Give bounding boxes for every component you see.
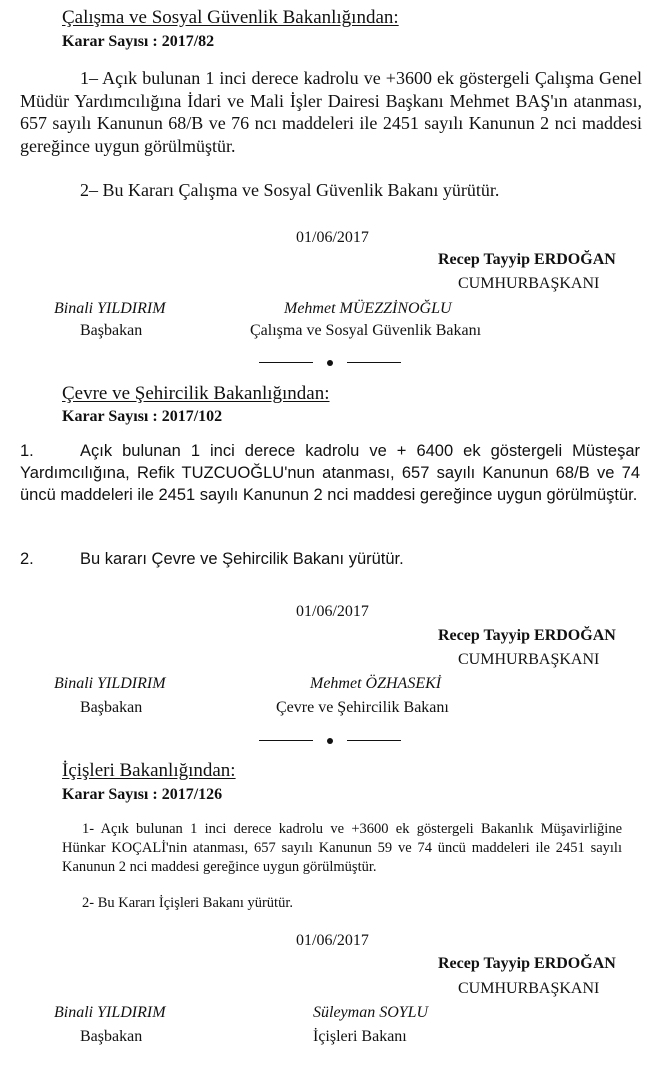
minister-title: Çevre ve Şehircilik Bakanı xyxy=(276,699,449,716)
minister-name: Mehmet MÜEZZİNOĞLU xyxy=(284,300,452,317)
decision-item-2 xyxy=(20,550,404,569)
decision-item-1 xyxy=(20,440,640,506)
president-name: Recep Tayyip ERDOĞAN xyxy=(438,627,616,644)
president-title: CUMHURBAŞKANI xyxy=(458,275,600,292)
section-separator xyxy=(0,733,660,749)
decision-item-1 xyxy=(20,67,642,157)
decision-item-1 xyxy=(62,820,622,877)
decision-item-2: 2- Bu Kararı İçişleri Bakanı yürütür. xyxy=(82,895,293,911)
decision-date: 01/06/2017 xyxy=(296,932,369,949)
decision-date: 01/06/2017 xyxy=(296,229,369,246)
section-separator xyxy=(0,355,660,371)
minister-name: Mehmet ÖZHASEKİ xyxy=(310,675,442,692)
decision-item-1-text: 1– Açık bulunan 1 inci derece kadrolu ve +3600 ek göstergeli Çalışma Genel Müdür Yardımcılığına İdari ve Mali İşler Dairesi Başkanı Mehmet BAŞ'ın atanması, 657 sayılı Kanunun 68/B ve 76 ncı maddeleri ile 2451 sayılı Kanunun 2 nci maddesi gereğince uygun görülmüştür. xyxy=(20,68,642,156)
decision-number: Karar Sayısı : 2017/102 xyxy=(62,408,223,425)
minister-name: Süleyman SOYLU xyxy=(313,1004,429,1021)
section-heading: Çevre ve Şehircilik Bakanlığından: xyxy=(62,383,330,404)
item-number: 1. xyxy=(20,442,34,460)
prime-minister-title: Başbakan xyxy=(80,322,143,339)
prime-minister-title: Başbakan xyxy=(80,699,143,716)
decision-number: Karar Sayısı : 2017/82 xyxy=(62,33,215,50)
minister-title: İçişleri Bakanı xyxy=(313,1028,407,1045)
president-name: Recep Tayyip ERDOĞAN xyxy=(438,251,616,268)
decision-item-2: 2– Bu Kararı Çalışma ve Sosyal Güvenlik Bakanı yürütür. xyxy=(80,180,500,200)
minister-title: Çalışma ve Sosyal Güvenlik Bakanı xyxy=(250,322,482,339)
section-heading: Çalışma ve Sosyal Güvenlik Bakanlığından: xyxy=(62,7,399,28)
prime-minister-name: Binali YILDIRIM xyxy=(54,300,166,317)
decision-item-2-text: Bu kararı Çevre ve Şehircilik Bakanı yürütür. xyxy=(80,550,404,568)
decision-item-1-text: Açık bulunan 1 inci derece kadrolu ve + 6400 ek göstergeli Müsteşar Yardımcılığına, Refik TUZCUOĞLU'nun atanması, 657 sayılı Kanunun 68/B ve 74 üncü maddeleri ile 2451 sayılı Kanunun 2 nci maddesi gereğince uygun görülmüştür. xyxy=(20,442,640,504)
section-heading: İçişleri Bakanlığından: xyxy=(62,760,236,781)
prime-minister-title: Başbakan xyxy=(80,1028,143,1045)
president-title: CUMHURBAŞKANI xyxy=(458,651,600,668)
item-number: 2. xyxy=(20,550,34,568)
decision-number: Karar Sayısı : 2017/126 xyxy=(62,786,223,803)
decision-item-1-text: 1- Açık bulunan 1 inci derece kadrolu ve +3600 ek göstergeli Bakanlık Müşavirliğine Hünkar KOÇALİ'nin atanması, 657 sayılı Kanunun 59 ve 74 üncü maddeleri ile 2451 sayılı Kanunun 2 nci maddesi gereğince uygun görülmüştür. xyxy=(62,821,622,875)
prime-minister-name: Binali YILDIRIM xyxy=(54,675,166,692)
president-title: CUMHURBAŞKANI xyxy=(458,980,600,997)
decision-date: 01/06/2017 xyxy=(296,603,369,620)
prime-minister-name: Binali YILDIRIM xyxy=(54,1004,166,1021)
president-name: Recep Tayyip ERDOĞAN xyxy=(438,955,616,972)
